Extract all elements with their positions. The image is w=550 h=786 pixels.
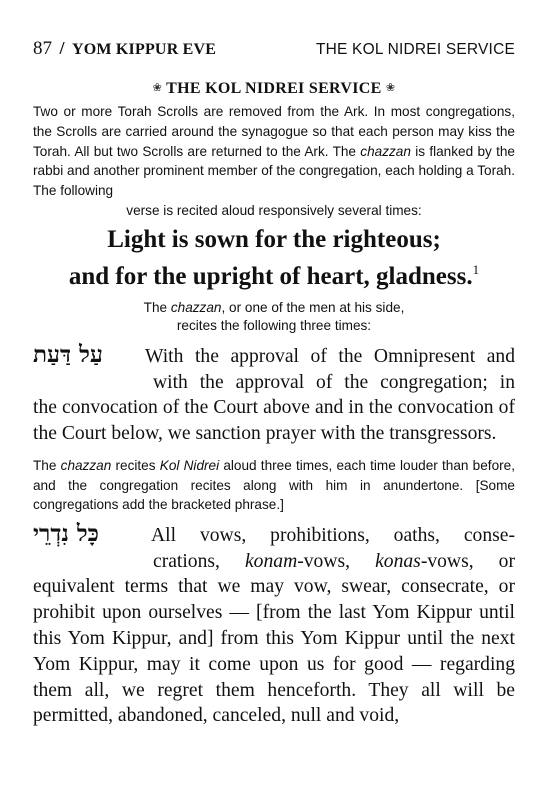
running-head-left [33, 38, 216, 60]
al-daas-instruction-line-1 [33, 299, 515, 318]
running-head-right-title: THE KOL NIDREI SERVICE [315, 41, 515, 58]
al-daas-first-line-text: With the approval of the Omnipresent and [145, 345, 515, 367]
kol-nidrei-term: Kol Nidrei [159, 457, 220, 473]
konas-term: konas [375, 550, 421, 572]
al-daas-indent-line: with the approval of the congregation; in [153, 371, 515, 393]
right-ornament-icon: ❀ [385, 82, 396, 94]
verse [33, 225, 515, 292]
instruction-rest: , or one of the men at his side, [221, 299, 405, 315]
instruction-rest: aloud three times, each time louder than before, and the congregation recites along with him in an [33, 457, 515, 493]
left-ornament-icon: ❀ [152, 82, 163, 94]
instruction-recites: recites [111, 457, 160, 473]
al-daas-instruction [33, 299, 515, 336]
intro-instruction-last-line: verse is recited aloud responsively several times: [126, 202, 422, 218]
chazzan-term: chazzan [360, 143, 411, 159]
hebrew-incipit-kol-nidrei: כָּל נִדְרֵי [33, 519, 99, 547]
verse-line-1: Light is sown for the righteous; [107, 225, 441, 253]
running-head-left-title: YOM KIPPUR EVE [72, 41, 217, 58]
kol-nidrei-paragraph [33, 521, 515, 729]
al-daas-first-line [33, 342, 515, 370]
kol-nidrei-rest: equivalent terms that we may vow, swear, consecrate, or prohibit upon ourselves — [from the last Yom Kippur until this Yom Kippur, and] from this Yom Kippur until the next Yom Kippur, may it come upon us for good — regarding them all, we regret them henceforth. They all will be permitted, abandoned, canceled, null and void, [33, 576, 515, 727]
section-title-text: THE KOL NIDREI SERVICE [166, 80, 382, 97]
al-daas-instruction-line-2: recites the following three times: [176, 318, 372, 334]
intro-instruction-text-2: is flanked by the rabbi and another prominent member of the congregation, each holding a Torah. The following [33, 143, 515, 199]
footnote-mark: 1 [472, 261, 480, 277]
running-head [33, 38, 515, 64]
kol-nidrei-first-line-text: All vows, prohibitions, oaths, conse- [151, 524, 515, 546]
page-number: 87 [33, 38, 52, 59]
running-head-separator: / [59, 38, 65, 58]
chazzan-term: chazzan [170, 299, 222, 315]
konam-term: konam [244, 550, 298, 572]
section-title [33, 80, 515, 102]
chazzan-term: chazzan [60, 457, 112, 473]
instruction-the: The [33, 457, 61, 473]
indent-text-2: -vows, [297, 550, 376, 572]
kol-nidrei-first-line [33, 521, 515, 549]
indent-text-3: -vows, or [420, 550, 515, 572]
instruction-the: The [143, 299, 171, 315]
kol-nidrei-indent-line [33, 549, 515, 575]
al-daas-paragraph [33, 342, 515, 447]
verse-line-2-wrap [33, 255, 515, 292]
intro-instruction [33, 102, 515, 221]
prayer-book-page [33, 38, 515, 729]
hebrew-incipit-al-daas: עַל דַּעַת [33, 340, 103, 368]
al-daas-rest: the convocation of the Court above and in the convocation of the Court below, we sanction prayer with the transgressors. [33, 397, 515, 445]
verse-line-2: and for the upright of heart, gladness. [68, 262, 473, 290]
intro-instruction-text: Two or more Torah Scrolls are removed from the Ark. In most congregations, the Scrolls are carried around the synagogue so that each person may kiss the Torah. All but two Scrolls are returned to the Ark. The [33, 104, 515, 159]
kol-nidrei-instruction [33, 456, 515, 515]
indent-text-1: crations, [153, 550, 245, 572]
kol-nidrei-instruction-last-line: undertone. [Some congregations add the bracketed phrase.] [33, 477, 515, 513]
